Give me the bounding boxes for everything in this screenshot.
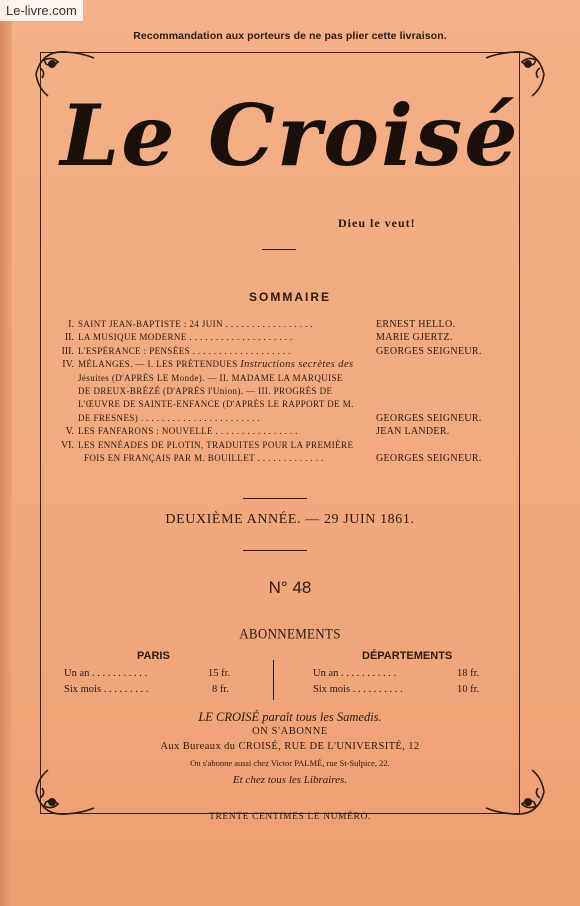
list-item: II. LA MUSIQUE MODERNE . . . . . . . . . . . . . . . . . . . . MARIE GJERTZ. — [64, 332, 453, 344]
paris-heading: PARIS — [137, 650, 170, 662]
abonnements-heading: ABONNEMENTS — [239, 625, 341, 642]
list-item: III. L'ESPÉRANCE : PENSÉES . . . . . . . . . . . . . . . . . . . GEORGES SEIGNEUR. — [61, 345, 482, 357]
price-row: Un an . . . . . . . . . . . 18 fr. — [313, 668, 480, 679]
motto: Dieu le veut! — [338, 216, 416, 230]
journal-title: Le Croisé — [60, 86, 520, 185]
alt-address: On s'abonne aussi chez Victor PALMÉ, rue St-Sulpice, 22. — [190, 758, 390, 768]
issue-date: DEUXIÈME ANNÉE. — 29 JUIN 1861. — [165, 512, 415, 527]
list-item: IV. MÉLANGES. — I. LES PRÉTENDUES Instructions secrètes des — [62, 359, 354, 371]
office-address: Aux Bureaux du CROISÉ, RUE DE L'UNIVERSITÉ, 12 — [160, 741, 420, 752]
table-of-contents: I. SAINT JEAN-BAPTISTE : 24 JUIN . . . . . . . . . . . . . . . . . ERNEST HELLO. II. LA MUSIQUE MODERNE . . . . . . . . . . . . . . . . . . . . MARIE GJERTZ. III. L'ESPÉRANCE : PENSÉES . . . . . . . . . . . . . . . . . . . GEORGES SEIGNEUR. IV. MÉLANGES. — I. LES PRÉTENDUES Instructions secrètes des Jésuites (D'APRÈS LE Monde). — II. MADAME LA MARQUISE DE DREUX-BRÉZÉ (D'APRÈS l'Union). — III. PROGRÈS DE L'ŒUVRE DE SAINTE-ENFANCE (D'APRÈS LE RAPPORT DE M. DE FRESNES) . . . . . . . . . . . . . . . . . . . . . . . GEORGES SEIGNEUR. V. LES FANFARONS : NOUVELLE . . . . . . . . . . . . . . . . JEAN LANDER. VI. LES ENNÉADES DE PLOTIN, TRADUITES POUR LA PREMIÈRE FOIS EN FRANÇAIS PAR M. BOUILLET . . . . . . . . . . . . . GEORGES SEIGNEUR. — [54, 318, 494, 465]
notice-text: Recommandation aux porteurs de ne pas plier cette livraison. — [133, 30, 447, 42]
list-item: VI. LES ENNÉADES DE PLOTIN, TRADUITES POUR LA PREMIÈRE — [60, 439, 354, 451]
departements-heading: DÉPARTEMENTS — [362, 650, 453, 662]
divider — [243, 498, 307, 499]
price-row: Six mois . . . . . . . . . . 10 fr. — [313, 684, 480, 695]
publication-note: LE CROISÉ paraît tous les Samedis. — [198, 710, 382, 724]
price-row: Six mois . . . . . . . . . 8 fr. — [64, 684, 229, 695]
watermark: Le-livre.com — [0, 0, 83, 21]
divider — [262, 249, 296, 250]
issue-number: N° 48 — [268, 578, 312, 597]
column-separator — [273, 660, 274, 700]
price-per-issue: TRENTE CENTIMES LE NUMÉRO. — [209, 812, 371, 822]
sommaire-heading: SOMMAIRE — [249, 290, 331, 304]
price-row: Un an . . . . . . . . . . . 15 fr. — [64, 668, 231, 679]
list-item: I. SAINT JEAN-BAPTISTE : 24 JUIN . . . . . . . . . . . . . . . . . ERNEST HELLO. — [68, 319, 456, 330]
subscribe-heading: ON S'ABONNE — [252, 726, 328, 737]
list-item: V. LES FANFARONS : NOUVELLE . . . . . . . . . . . . . . . . JEAN LANDER. — [65, 426, 450, 438]
divider — [243, 550, 307, 551]
booksellers-note: Et chez tous les Libraires. — [232, 774, 348, 786]
